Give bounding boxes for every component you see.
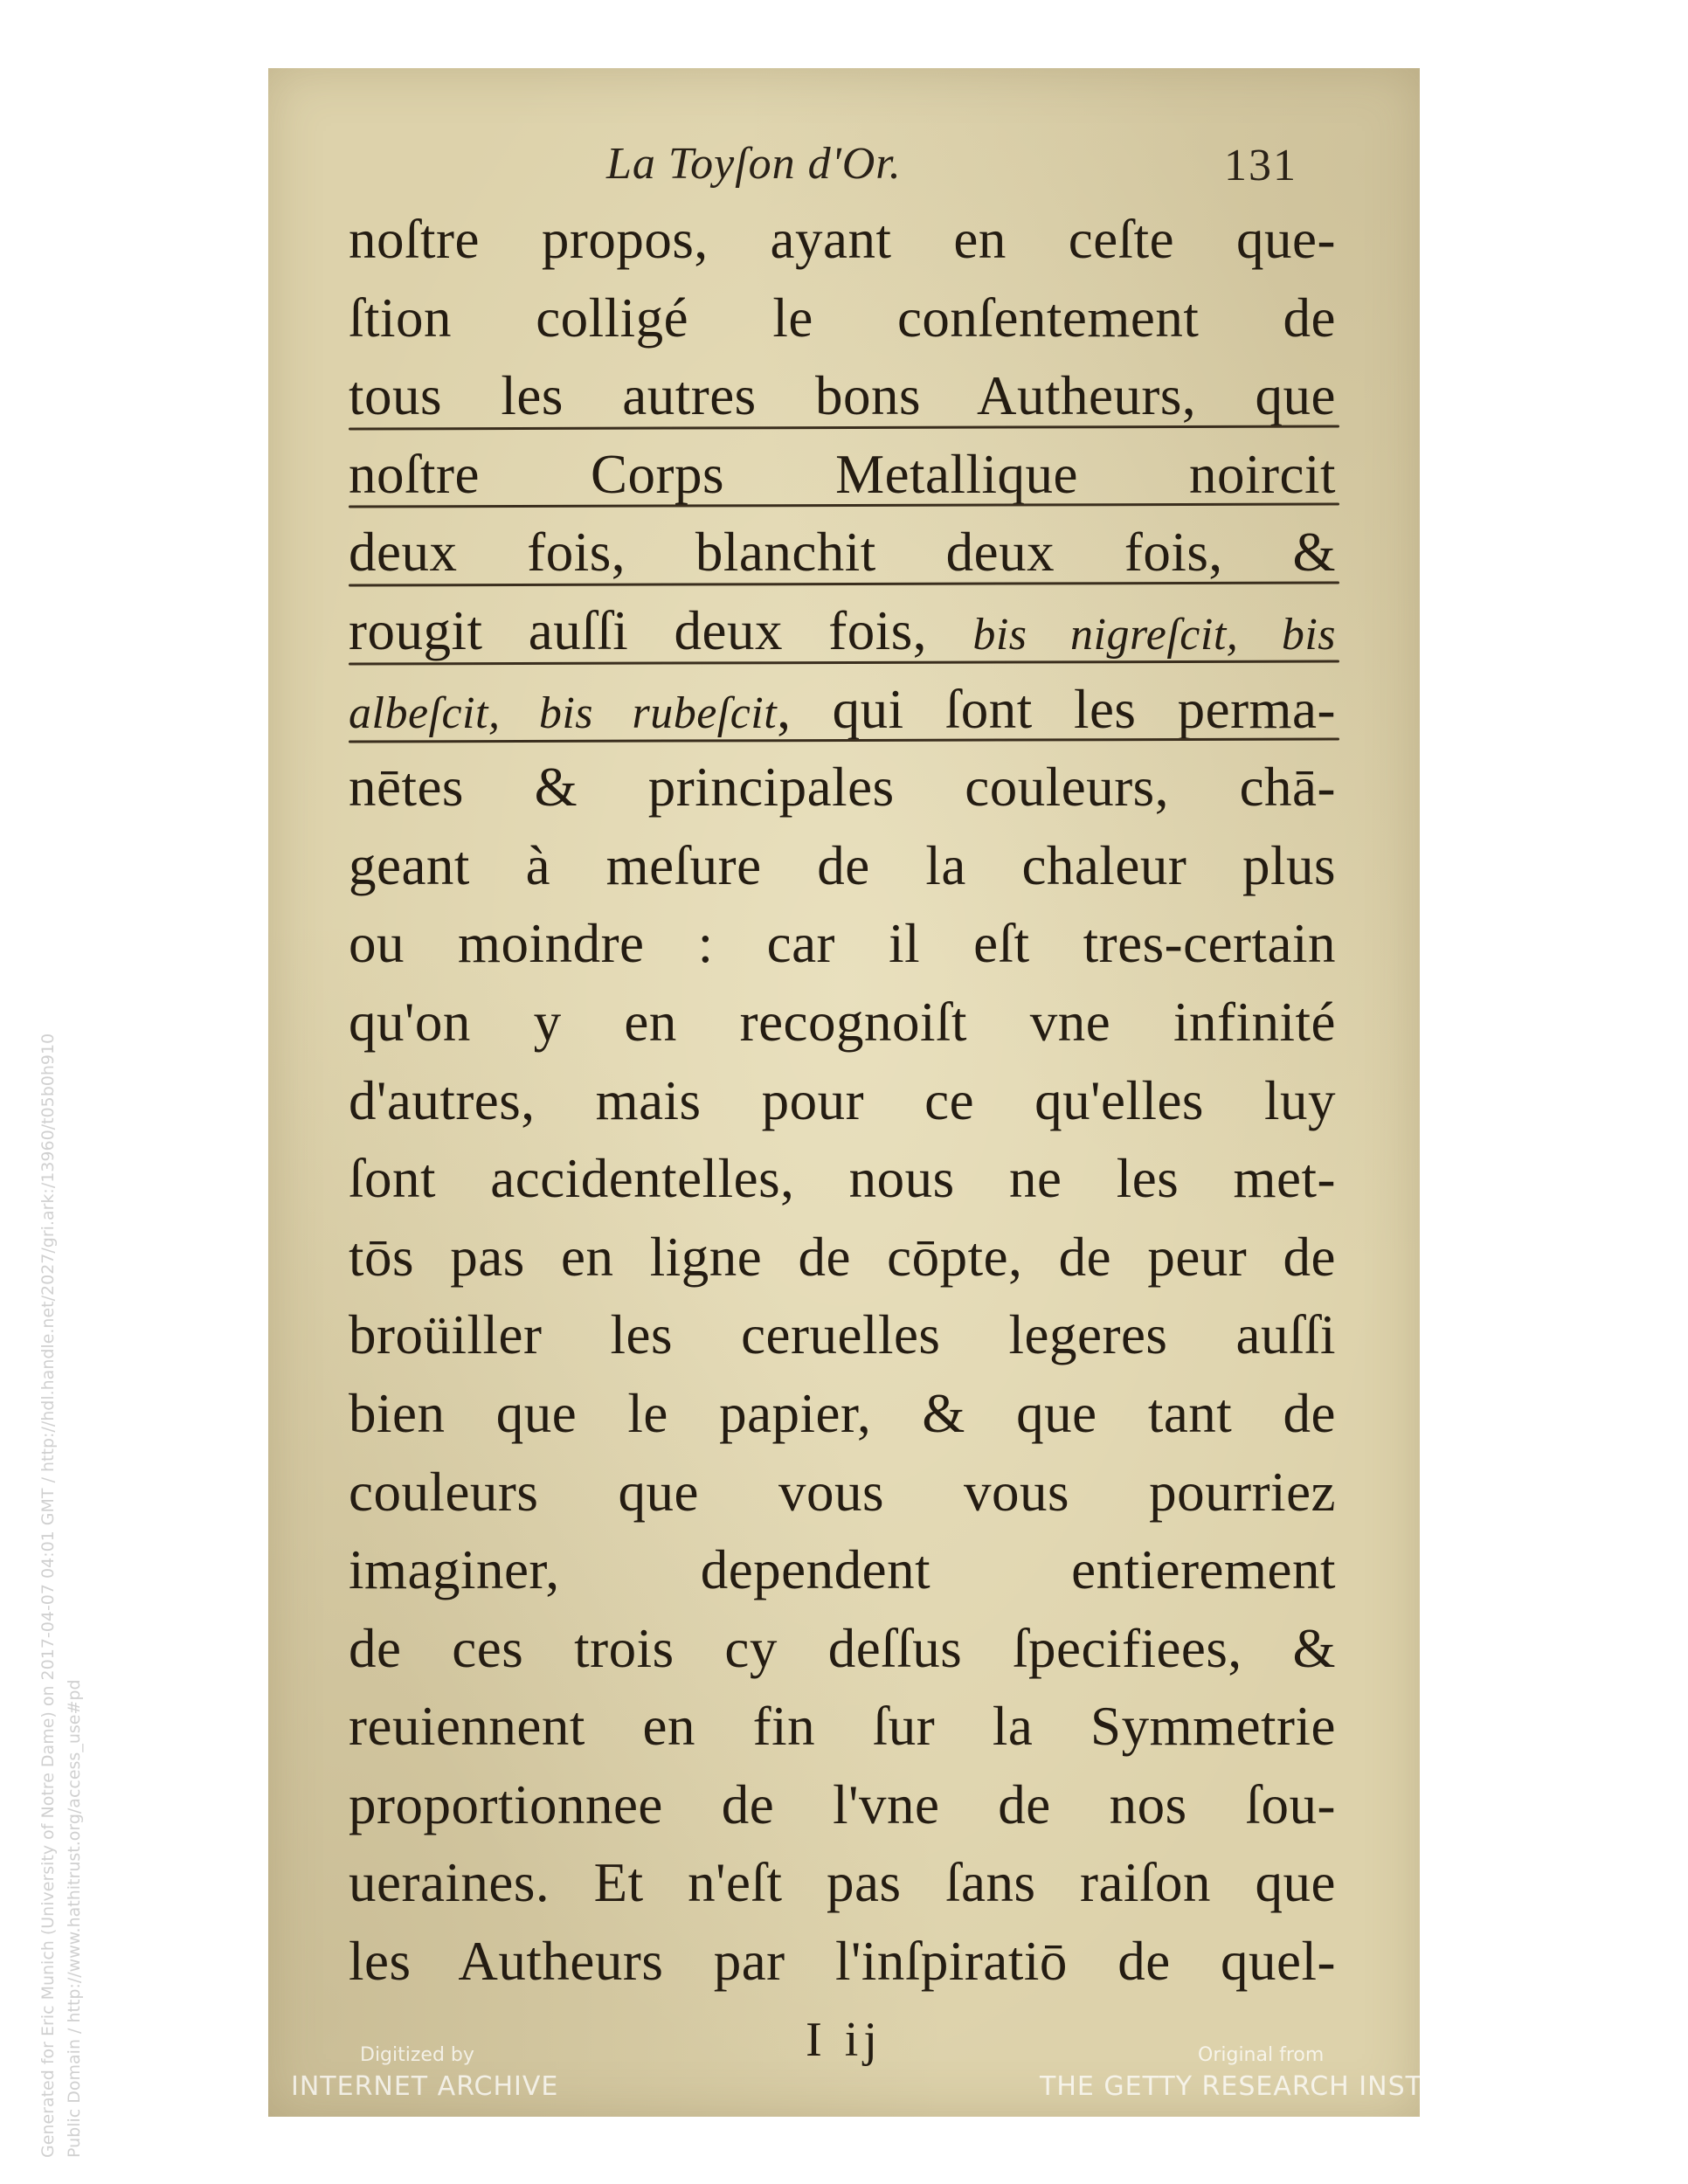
text-line: d'autres, mais pour ce qu'elles luy (349, 1069, 1336, 1131)
text-line: rougit auſſi deux fois, bis nigreſcit, bis (349, 592, 1336, 671)
text-line: reuiennent en fin ſur la Symmetrie (349, 1696, 1336, 1758)
text-line: tous les autres bons Autheurs, que (349, 357, 1336, 436)
text-line: deux fois, blanchit deux fois, & (349, 514, 1336, 592)
text-line: ou moindre : car il eſt tres-certain (349, 913, 1336, 975)
watermark-digitized-by: Digitized by (360, 2044, 474, 2066)
provenance-line-1: Generated for Eric Munich (University of Notre Dame) on 2017-04-07 04:01 GMT / http://hdl.handle.net/2027/gri.ark:/13960/t05b0h910 (38, 1033, 58, 2158)
body-text (349, 201, 1336, 2001)
text-line: ſont accidentelles, nous ne les met- (349, 1148, 1336, 1210)
text-line: noſtre Corps Metallique noircit (349, 436, 1336, 515)
text-line: les Autheurs par l'inſpiratiō de quel- (349, 1931, 1336, 1993)
signature-mark: I ij (806, 2013, 882, 2067)
running-head-title: La Toyſon d'Or. (606, 139, 902, 189)
watermark-getty-institute: THE GETTY RESEARCH INSTITUTE (1040, 2071, 1503, 2102)
text-line: qu'on y en recognoiſt vne infinité (349, 991, 1336, 1053)
text-line: tōs pas en ligne de cōpte, de peur de (349, 1226, 1336, 1288)
watermark-original-from: Original from (1198, 2044, 1325, 2066)
text-line: ueraines. Et n'eſt pas ſans raiſon que (349, 1852, 1336, 1914)
text-line: proportionnee de l'vne de nos ſou- (349, 1773, 1336, 1835)
text-line: imaginer, dependent entierement (349, 1539, 1336, 1601)
text-line: bien que le papier, & que tant de (349, 1382, 1336, 1444)
text-line: noſtre propos, ayant en ceſte que- (349, 209, 1336, 270)
text-line: broüiller les ceruelles legeres auſſi (349, 1304, 1336, 1366)
running-head (268, 138, 1420, 199)
provenance-line-2: Public Domain / http://www.hathitrust.org/access_use#pd (65, 1679, 84, 2158)
text-line: couleurs que vous vous pourriez (349, 1461, 1336, 1523)
text-line: ſtion colligé le conſentement de (349, 287, 1336, 349)
scanned-book-page (268, 68, 1420, 2117)
text-line: nētes & principales couleurs, chā- (349, 757, 1336, 819)
text-line: albeſcit, bis rubeſcit, qui ſont les perma- (349, 671, 1336, 750)
watermark-internet-archive: INTERNET ARCHIVE (291, 2071, 559, 2102)
text-line: geant à meſure de la chaleur plus (349, 834, 1336, 896)
page-number: 131 (1224, 141, 1297, 190)
provenance-note (35, 1033, 87, 2158)
text-line: de ces trois cy deſſus ſpecifiees, & (349, 1617, 1336, 1679)
